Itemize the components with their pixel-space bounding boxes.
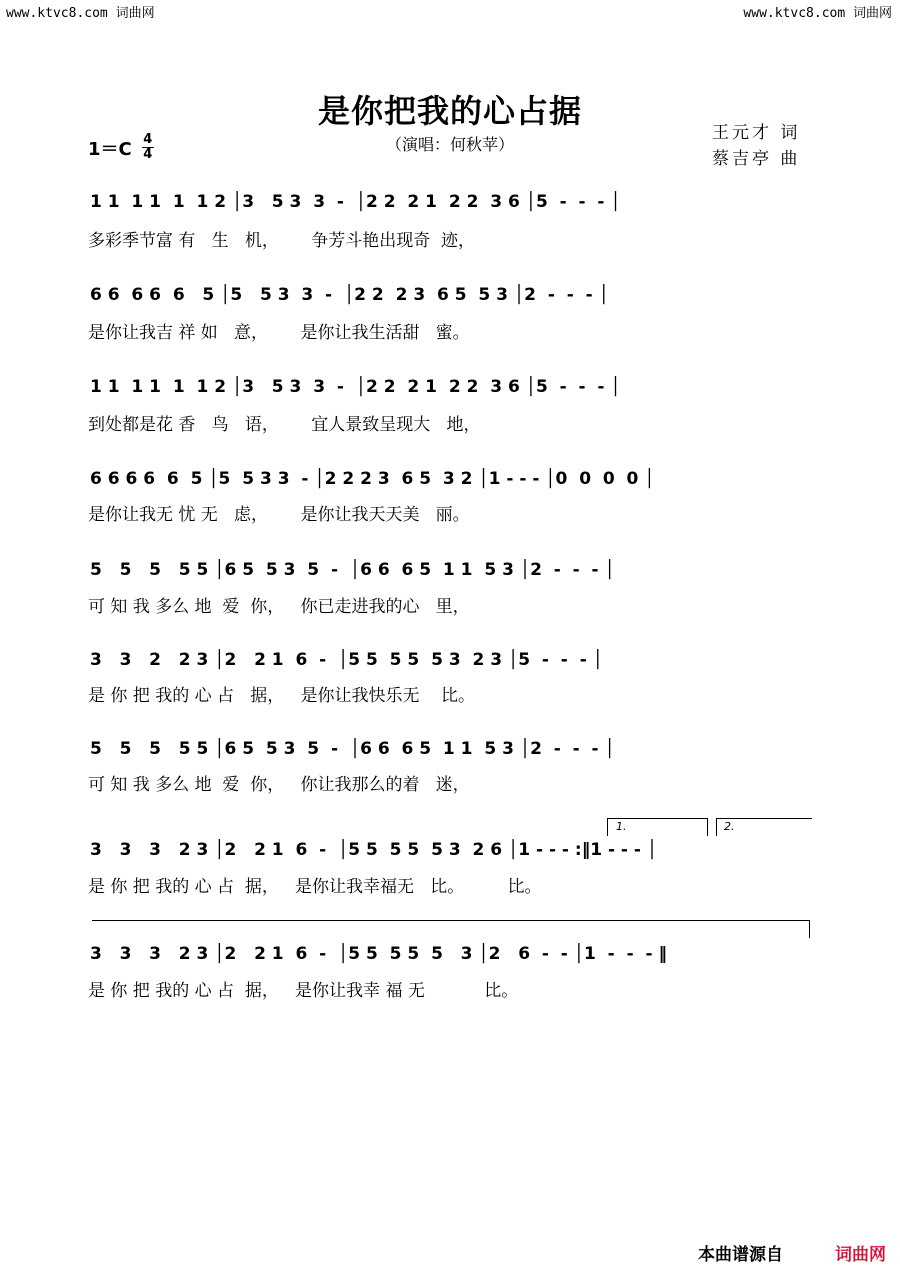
footer-label: 本曲谱源自	[698, 1245, 783, 1265]
notation-row	[90, 944, 667, 964]
time-signature	[142, 134, 154, 161]
time-numerator: 4	[143, 132, 153, 147]
volta-second-tick	[716, 818, 717, 836]
phrase-line-end	[809, 920, 810, 938]
lyric-row	[88, 318, 470, 343]
lyricist: 王元才 词	[712, 123, 801, 143]
notation-row	[90, 840, 657, 860]
watermark-right: www.ktvc8.com 词曲网	[743, 6, 892, 21]
song-title: 是你把我的心占据	[317, 92, 582, 130]
volta-first-bracket	[607, 818, 707, 819]
lyric-row	[88, 976, 518, 1001]
notation-row	[90, 377, 621, 397]
volta-first-tick	[607, 818, 608, 836]
notation-row	[90, 192, 621, 212]
notation-text: 1 1 1 1 1 1 2 │3 5 3 3 - │2 2 2 1 2 2 3 6 │5 - - - │	[90, 377, 621, 397]
composer: 蔡吉亭 曲	[712, 149, 801, 169]
notation-text: 3 3 3 2 3 │2 2 1 6 - │5 5 5 5 5 3 │2 6 - - │1 - - - ‖	[90, 944, 667, 964]
singer-credit: （演唱：何秋苹）	[385, 135, 514, 154]
notation-text: 5 5 5 5 5 │6 5 5 3 5 - │6 6 6 5 1 1 5 3 │2 - - - │	[90, 560, 615, 580]
lyric-row	[88, 592, 470, 617]
lyric-row	[88, 681, 475, 706]
notation-text: 6 6 6 6 6 5 │5 5 3 3 - │2 2 2 3 6 5 5 3 │2 - - - │	[90, 285, 609, 305]
notation-row	[90, 650, 603, 670]
lyric-row	[88, 872, 541, 897]
lyric-row	[88, 226, 475, 251]
notation-text: 5 5 5 5 5 │6 5 5 3 5 - │6 6 6 5 1 1 5 3 │2 - - - │	[90, 739, 615, 759]
lyric-text: 可 知 我 多么 地 爱 你， 你已走进我的心 里，	[88, 597, 470, 617]
time-denominator: 4	[143, 147, 153, 162]
notation-row	[90, 560, 615, 580]
key-label: 1＝C	[88, 138, 132, 160]
lyric-row	[88, 770, 470, 795]
notation-text: 6 6 6 6 6 5 │5 5 3 3 - │2 2 2 3 6 5 3 2 │1 - - - │0 0 0 0 │	[90, 469, 655, 489]
lyric-text: 到处都是花 香 鸟 语， 宜人景致呈现大 地，	[88, 415, 481, 435]
notation-row	[90, 469, 655, 489]
credits	[712, 120, 800, 172]
volta-second-label: 2.	[724, 820, 735, 833]
lyric-text: 可 知 我 多么 地 爱 你， 你让我那么的着 迷，	[88, 775, 470, 795]
lyric-text: 是 你 把 我的 心 占 据， 是你让我快乐无 比。	[88, 686, 476, 706]
lyric-text: 是 你 把 我的 心 占 据， 是你让我幸福无 比。 比。	[88, 877, 542, 897]
lyric-text: 是 你 把 我的 心 占 据， 是你让我幸 福 无 比。	[88, 981, 519, 1001]
notation-text: 3 3 3 2 3 │2 2 1 6 - │5 5 5 5 5 3 2 6 │1 - - - :‖1 - - - │	[90, 840, 658, 860]
lyric-text: 多彩季节富 有 生 机， 争芳斗艳出现奇 迹，	[88, 231, 476, 251]
notation-row	[90, 285, 609, 305]
notation-text: 3 3 2 2 3 │2 2 1 6 - │5 5 5 5 5 3 2 3 │5 - - - │	[90, 650, 603, 670]
lyric-row	[88, 410, 480, 435]
lyric-row	[88, 500, 470, 525]
phrase-line	[92, 920, 810, 921]
volta-second-bracket	[716, 818, 812, 819]
lyric-text: 是你让我无 忧 无 虑， 是你让我天天美 丽。	[88, 505, 470, 525]
key-signature	[88, 134, 154, 161]
notation-row	[90, 739, 615, 759]
lyric-text: 是你让我吉 祥 如 意， 是你让我生活甜 蜜。	[88, 323, 470, 343]
volta-first-end-tick	[707, 818, 708, 836]
footer	[698, 1240, 886, 1265]
footer-site-link[interactable]: 词曲网	[835, 1245, 886, 1265]
watermark-left: www.ktvc8.com 词曲网	[6, 6, 155, 21]
notation-text: 1 1 1 1 1 1 2 │3 5 3 3 - │2 2 2 1 2 2 3 6 │5 - - - │	[90, 192, 621, 212]
volta-first-label: 1.	[616, 820, 627, 833]
